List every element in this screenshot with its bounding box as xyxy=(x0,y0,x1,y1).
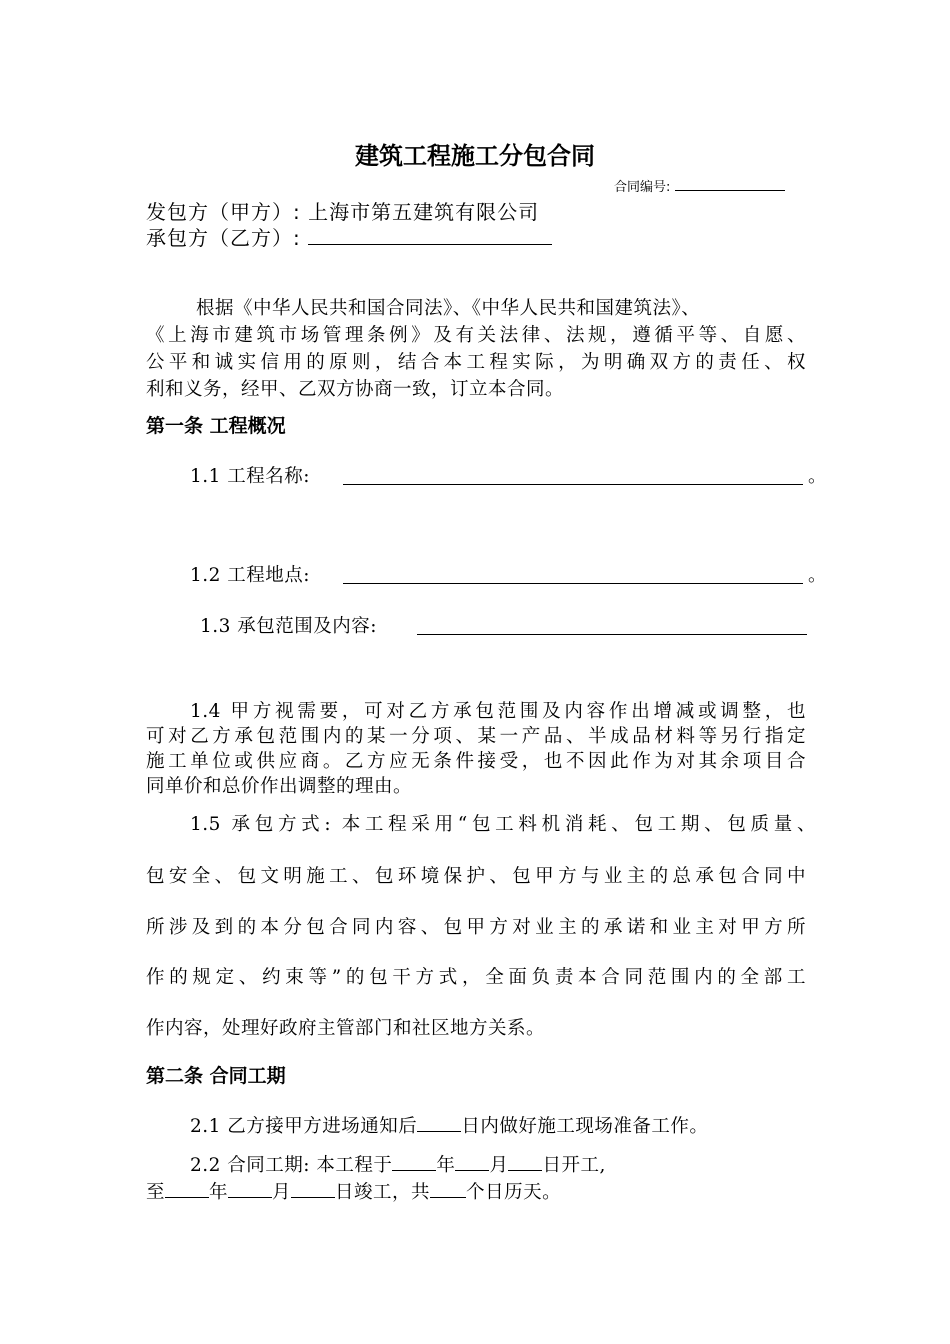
item-2-2-prefix: 2.2 合同工期: 本工程于 xyxy=(190,1155,393,1176)
preamble-line-2: 《上海市建筑市场管理条例》及有关法律、法规，遵循平等、自愿、 xyxy=(146,325,806,346)
preamble-line-3: 公平和诚实信用的原则，结合本工程实际，为明确双方的责任、权 xyxy=(146,352,806,373)
party-b-blank xyxy=(308,226,552,245)
item-1-4-line-3: 施工单位或供应商。乙方应无条件接受，也不因此作为对其余项目合 xyxy=(146,751,806,772)
end-to-label: 至 xyxy=(146,1182,166,1203)
item-1-5-line-5: 作内容，处理好政府主管部门和社区地方关系。 xyxy=(146,1018,546,1039)
contract-number-blank xyxy=(675,176,785,191)
party-b xyxy=(146,222,552,251)
article-2-heading: 第二条 合同工期 xyxy=(146,1065,286,1087)
total-days-label: 个日历天。 xyxy=(466,1182,562,1203)
document-title: 建筑工程施工分包合同 xyxy=(355,142,595,170)
start-month-blank xyxy=(455,1150,489,1171)
item-1-3 xyxy=(200,612,377,638)
item-2-1-suffix: 日内做好施工现场准备工作。 xyxy=(461,1116,709,1137)
start-day-blank xyxy=(508,1150,542,1171)
total-days-blank xyxy=(430,1177,466,1198)
item-1-1-label: 1.1 工程名称: xyxy=(190,466,311,487)
prep-days-blank xyxy=(417,1111,461,1132)
start-month-label: 月 xyxy=(489,1155,509,1176)
project-location-blank xyxy=(343,563,803,584)
item-1-4-line-4: 同单价和总价作出调整的理由。 xyxy=(146,776,413,797)
item-1-4-line-2: 可对乙方承包范围内的某一分项、某一产品、半成品材料等另行指定 xyxy=(146,726,806,747)
end-month-label: 月 xyxy=(272,1182,292,1203)
item-2-1-prefix: 2.1 乙方接甲方进场通知后 xyxy=(190,1116,418,1137)
contract-number-label: 合同编号: xyxy=(614,180,671,195)
item-1-5-line-3: 所涉及到的本分包合同内容、包甲方对业主的承诺和业主对甲方所 xyxy=(146,917,806,938)
end-year-blank xyxy=(165,1177,209,1198)
article-1-heading: 第一条 工程概况 xyxy=(146,415,286,437)
item-1-4-line-1: 1.4 甲方视需要，可对乙方承包范围及内容作出增减或调整，也 xyxy=(190,701,806,722)
item-1-3-label: 1.3 承包范围及内容: xyxy=(200,616,378,637)
end-month-blank xyxy=(228,1177,272,1198)
start-day-label: 日开工, xyxy=(542,1155,606,1176)
item-1-1-period: 。 xyxy=(808,466,828,487)
item-1-5-line-2: 包安全、包文明施工、包环境保护、包甲方与业主的总承包合同中 xyxy=(146,866,806,887)
contract-number xyxy=(614,176,785,195)
item-2-2-line-2 xyxy=(146,1177,561,1204)
item-1-2-label: 1.2 工程地点: xyxy=(190,565,311,586)
end-year-label: 年 xyxy=(209,1182,229,1203)
end-day-label: 日竣工，共 xyxy=(335,1182,431,1203)
item-1-2 xyxy=(190,561,310,587)
end-day-blank xyxy=(291,1177,335,1198)
item-1-2-period: 。 xyxy=(808,565,828,586)
item-2-1 xyxy=(190,1111,708,1138)
party-a-value: 上海市第五建筑有限公司 xyxy=(308,200,540,224)
item-2-2-line-1 xyxy=(190,1150,606,1177)
start-year-label: 年 xyxy=(436,1155,456,1176)
start-year-blank xyxy=(392,1150,436,1171)
party-a-label: 发包方（甲方）: xyxy=(146,200,301,224)
item-1-1 xyxy=(190,462,310,488)
preamble-line-4: 利和义务，经甲、乙双方协商一致，订立本合同。 xyxy=(146,379,565,400)
project-name-blank xyxy=(343,464,803,485)
party-b-label: 承包方（乙方）: xyxy=(146,226,301,250)
item-1-5-line-4: 作的规定、约束等”的包干方式，全面负责本合同范围内的全部工 xyxy=(146,967,806,988)
contract-scope-blank xyxy=(417,614,807,635)
preamble-line-1: 根据《中华人民共和国合同法》、《中华人民共和国建筑法》、 xyxy=(196,298,701,319)
item-1-5-line-1: 1.5 承包方式: 本工程采用“包工料机消耗、包工期、包质量、 xyxy=(190,814,816,835)
party-a xyxy=(146,196,539,225)
